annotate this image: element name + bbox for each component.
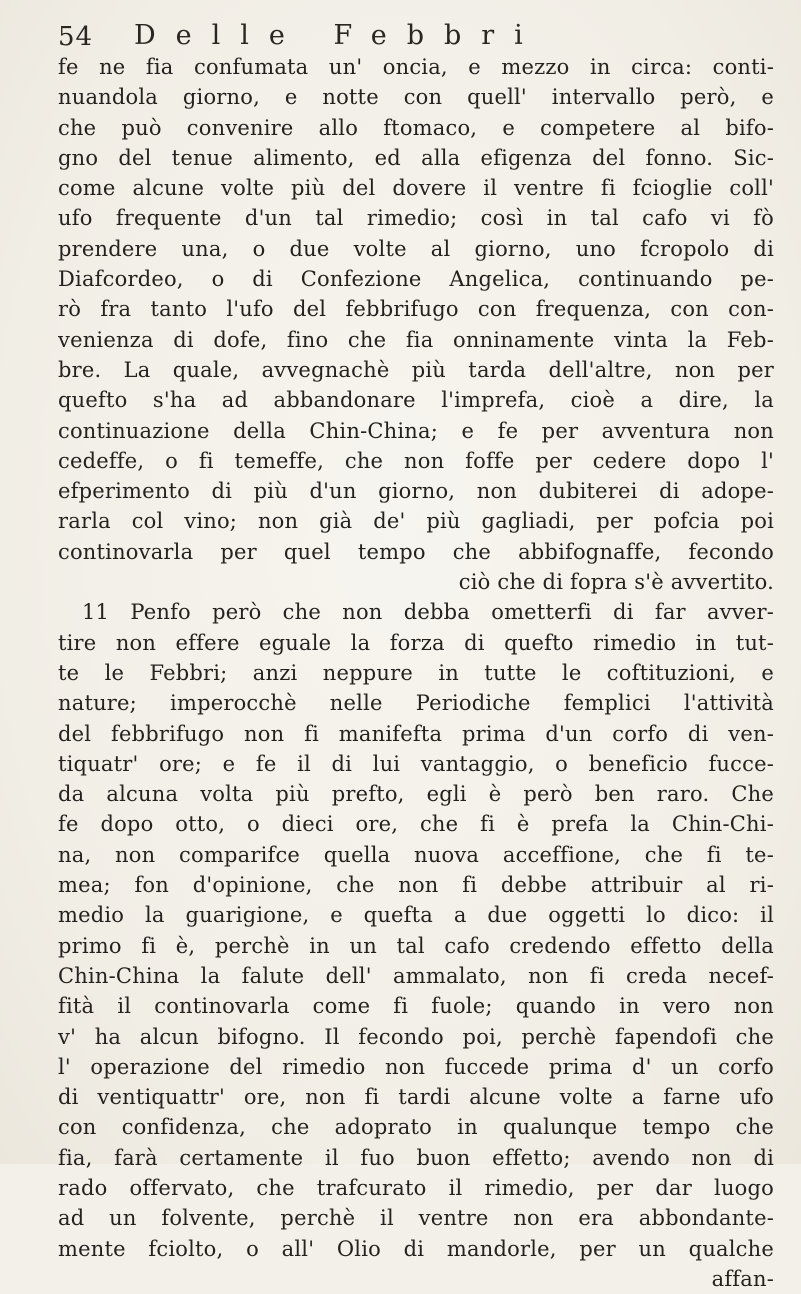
text-line: cedeffe, o fi temeffe, che non foffe per cedere dopo l' — [58, 448, 774, 473]
text-line: rado offervato, che trafcurato il rimedio, per dar luogo — [58, 1175, 774, 1200]
text-line: di ventiquattr' ore, non fi tardi alcune volte a farne ufo — [58, 1085, 774, 1110]
text-line: rò fra tanto l'ufo del febbrifugo con frequenza, con con- — [58, 297, 774, 322]
text-line: ufo frequente d'un tal rimedio; così in tal cafo vi fò — [58, 206, 774, 231]
text-line: continovarla per quel tempo che abbifognaffe, fecondo — [58, 539, 774, 564]
text-line: fità il continovarla come fi fuole; quando in vero non — [58, 994, 774, 1019]
text-line: del febbrifugo non fi manifefta prima d'un corfo di ven- — [58, 721, 774, 746]
text-line: prendere una, o due volte al giorno, uno fcropolo di — [58, 236, 774, 261]
text-line: medio la guarigione, e quefta a due oggetti lo dico: il — [58, 903, 774, 928]
text-line: na, non comparifce quella nuova acceffione, che fi te- — [58, 842, 774, 867]
text-line: efperimento di più d'un giorno, non dubiterei di adope- — [58, 479, 774, 504]
text-line: tiquatr' ore; e fe il di lui vantaggio, o beneficio fucce- — [58, 751, 774, 776]
text-line: gno del tenue alimento, ed alla efigenza del fonno. Sic- — [58, 145, 774, 170]
text-line: tire non effere eguale la forza di quefto rimedio in tut- — [58, 630, 774, 655]
page-header — [58, 16, 778, 56]
text-line: come alcune volte più del dovere il ventre fi fcioglie coll' — [58, 176, 774, 201]
body-text — [58, 52, 774, 1294]
text-line: Chin-China la falute dell' ammalato, non fi creda necef- — [58, 963, 774, 988]
text-line: venienza di dofe, fino che fia onninamente vinta la Feb- — [58, 327, 774, 352]
text-line: ciò che di fopra s'è avvertito. — [458, 570, 774, 595]
text-line: l' operazione del rimedio non fuccede prima d' un corfo — [58, 1054, 774, 1079]
page-number: 54 — [58, 22, 94, 52]
text-line: mente fciolto, o all' Olio di mandorle, per un qualche — [58, 1236, 774, 1261]
running-title: Delle Febbri — [134, 20, 543, 51]
text-line: fia, farà certamente il fuo buon effetto; avendo non di — [58, 1145, 774, 1170]
text-line: fe dopo otto, o dieci ore, che fi è prefa la Chin-Chi- — [58, 812, 774, 837]
text-line: con confidenza, che adoprato in qualunque tempo che — [58, 1115, 774, 1140]
catchword: affan- — [711, 1266, 774, 1291]
text-line: continuazione della Chin-China; e fe per avventura non — [58, 418, 774, 443]
paragraph-start-line: 11 Penfo però che non debba ometterfi di far avver- — [82, 600, 774, 625]
text-line: bre. La quale, avvegnachè più tarda dell'altre, non per — [58, 357, 774, 382]
text-line: v' ha alcun bifogno. Il fecondo poi, perchè fapendofi che — [58, 1024, 774, 1049]
text-line: rarla col vino; non già de' più gagliadi, per pofcia poi — [58, 509, 774, 534]
text-line: fe ne fia confumata un' oncia, e mezzo in circa: conti- — [58, 55, 774, 79]
text-line: da alcuna volta più prefto, egli è però ben raro. Che — [58, 782, 774, 807]
text-line: mea; fon d'opinione, che non fi debbe attribuir al ri- — [58, 873, 774, 898]
text-line: che può convenire allo ftomaco, e competere al bifo- — [58, 115, 774, 140]
text-line: te le Febbri; anzi neppure in tutte le coftituzioni, e — [58, 660, 774, 685]
text-line: quefto s'ha ad abbandonare l'imprefa, cioè a dire, la — [58, 388, 774, 413]
text-line: Diafcordeo, o di Confezione Angelica, continuando pe- — [58, 267, 774, 292]
text-line: nuandola giorno, e notte con quell' intervallo però, e — [58, 85, 774, 110]
text-line: primo fi è, perchè in un tal cafo credendo effetto della — [58, 933, 774, 958]
text-line: nature; imperocchè nelle Periodiche femplici l'attività — [58, 691, 774, 716]
text-line: ad un folvente, perchè il ventre non era abbondante- — [58, 1206, 774, 1231]
